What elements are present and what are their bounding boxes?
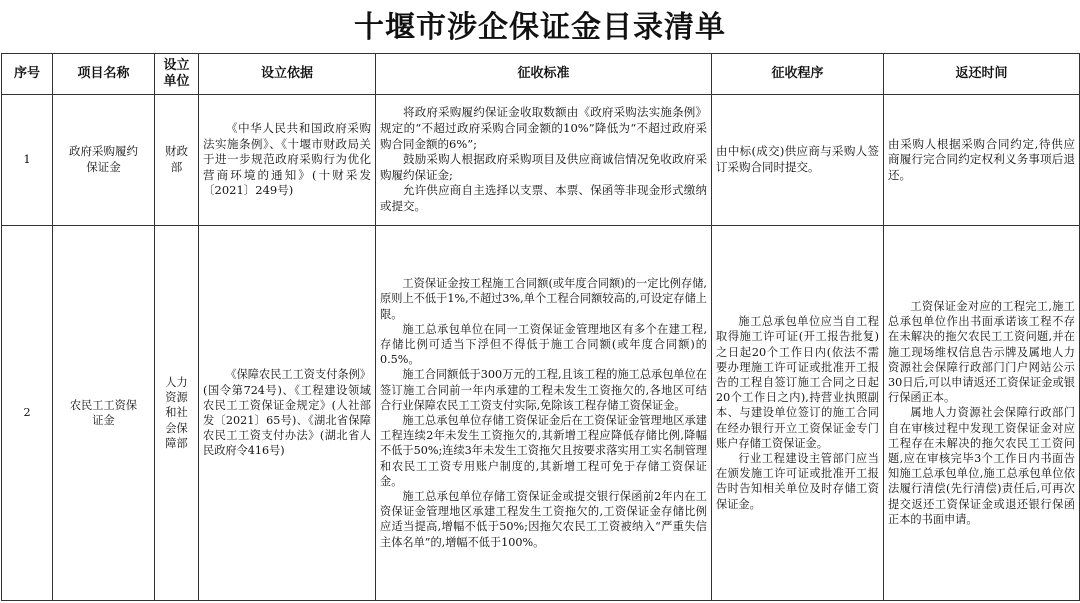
row-unit: 人力资源和社会保障部: [155, 226, 199, 601]
row-basis: 《中华人民共和国政府采购法实施条例》、《十堰市财政局关于进一步规范政府采购行为优化营商环境的通知》(十财采发〔2021〕249号): [199, 95, 376, 226]
header-unit: 设立单位: [155, 54, 199, 95]
header-procedure: 征收程序: [712, 54, 884, 95]
row-no: 1: [2, 95, 53, 226]
page-title: 十堰市涉企保证金目录清单: [354, 10, 726, 45]
row-no: 2: [2, 226, 53, 601]
header-row: [2, 54, 1080, 95]
row-name: 政府采购履约保证金: [53, 95, 155, 226]
row-name: 农民工工资保证金: [53, 226, 155, 601]
row-procedure: 由中标(成交)供应商与采购人签订采购合同时提交。: [712, 95, 884, 226]
row-standard: 将政府采购履约保证金收取数额由《政府采购法实施条例》规定的“不超过政府采购合同金额的10%”降低为“不超过政府采购合同金额的6%”; 鼓励采购人根据政府采购项目及供应商诚信情况免收政府采购履约保证金; 允许供应商自主选择以支票、本票、保函等非现金形式缴纳或提交。: [376, 95, 712, 226]
header-basis: 设立依据: [199, 54, 376, 95]
row-unit: 财政部: [155, 95, 199, 226]
table-row: [2, 226, 1080, 601]
deposit-table: [1, 53, 1080, 601]
table-row: [2, 95, 1080, 226]
header-name: 项目名称: [53, 54, 155, 95]
header-standard: 征收标准: [376, 54, 712, 95]
row-procedure: 施工总承包单位应当自工程取得施工许可证(开工报告批复)之日起20个工作日内(依法不需要办理施工许可证或批准开工报告的工程自签订施工合同之日起20个工作日之内),持营业执照副本、与建设单位签订的施工合同在经办银行开立工资保证金专门账户存储工资保证金。 行业工程建设主管部门应当在颁发施工许可证或批准开工报告时告知相关单位及时存储工资保证金。: [712, 226, 884, 601]
row-basis: 《保障农民工工资支付条例》(国令第724号)、《工程建设领域农民工工资保证金规定》(人社部发〔2021〕65号)、《湖北省保障农民工工资支付办法》(湖北省人民政府令416号): [199, 226, 376, 601]
header-no: 序号: [2, 54, 53, 95]
row-standard: 工资保证金按工程施工合同额(或年度合同额)的一定比例存储,原则上不低于1%,不超过3%,单个工程合同额较高的,可设定存储上限。 施工总承包单位在同一工资保证金管理地区有多个在建工程,存储比例可适当下浮但不得低于施工合同额(或年度合同额)的0.5%。 施工合同额低于300万元的工程,且该工程的施工总承包单位在签订施工合同前一年内承建的工程未发生工资拖欠的,各地区可结合行业保障农民工工资支付实际,免除该工程存储工资保证金。 施工总承包单位存储工资保证金后在工资保证金管理地区承建工程连续2年未发生工资拖欠的,其新增工程应降低存储比例,降幅不低于50%;连续3年未发生工资拖欠且按要求落实用工实名制管理和农民工工资专用账户制度的,其新增工程可免于存储工资保证金。 施工总承包单位存储工资保证金或提交银行保函前2年内在工资保证金管理地区承建工程发生工资拖欠的,工资保证金存储比例应适当提高,增幅不低于50%;因拖欠农民工工资被纳入“严重失信主体名单”的,增幅不低于100%。: [376, 226, 712, 601]
row-refund: 由采购人根据采购合同约定,待供应商履行完合同约定权利义务事项后退还。: [884, 95, 1080, 226]
header-refund: 返还时间: [884, 54, 1080, 95]
row-refund: 工资保证金对应的工程完工,施工总承包单位作出书面承诺该工程不存在未解决的拖欠农民工工资问题,并在施工现场维权信息告示牌及属地人力资源社会保障行政部门门户网站公示30日后,可以申请返还工资保证金或银行保函正本。 属地人力资源社会保障行政部门自在审核过程中发现工资保证金对应工程存在未解决的拖欠农民工工资问题,应在审核完毕3个工作日内书面告知施工总承包单位,施工总承包单位依法履行清偿(先行清偿)责任后,可再次提交返还工资保证金或退还银行保函正本的书面申请。: [884, 226, 1080, 601]
